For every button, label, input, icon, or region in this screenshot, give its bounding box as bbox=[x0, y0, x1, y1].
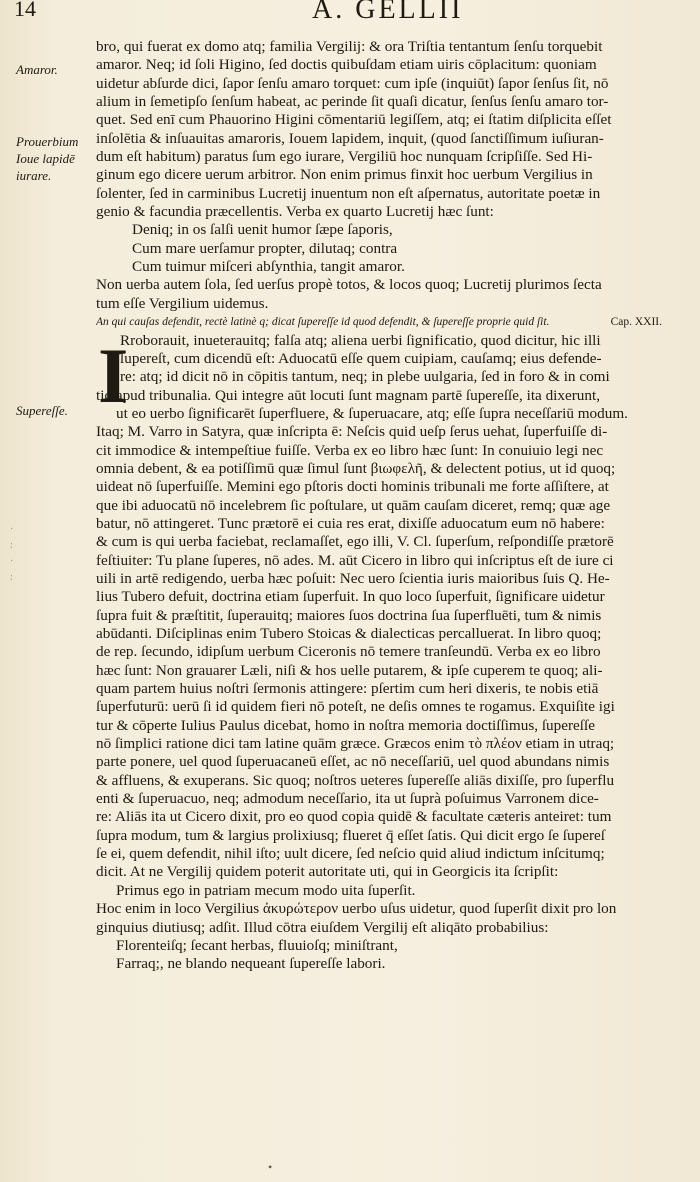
text-line: enti & ſuperuacuo, neq; admodum neceſſario, ita ut ſuprà poſuimus Varronem dice- bbox=[96, 790, 599, 808]
text-line: genio & facundia præcellentis. Verba ex quarto Lucretij hæc ſunt: bbox=[96, 203, 494, 221]
verse-line: Cum mare uerſamur propter, dilutaq; contra bbox=[132, 239, 398, 257]
chapter-title: An qui cauſas defendit, rectè latinè q; dicat ſupereſſe id quod defendit, & ſupereſſe proprie quid ſit. bbox=[96, 316, 550, 329]
text-line: que ibi aduocatū nō incelebrem ſic poſtulare, ut quām cauſam diceret, remq; quæ age bbox=[96, 496, 611, 514]
text-line: quet. Sed enī cum Phauorino Higini cōmentariū legiſſem, atq; ei ſtatim diſplicita eſſet bbox=[96, 111, 612, 129]
verse-line: Farraq;, ne blando nequeant ſupereſſe labori. bbox=[116, 955, 386, 973]
text-line: quam partem huius noſtri ſermonis attingere: pſertim cum heri dixeris, te nobis etiā bbox=[96, 680, 599, 698]
text-line: inſolētia & inſuauitas amaroris, Iouem lapidem, inquit, (quod ſanctiſſimum iuſiuran- bbox=[96, 129, 604, 147]
text-line: uili in artē redigendo, uerba hæc poſuit: Nec uero ſcientia iuris maioribus ſuis Q. He- bbox=[96, 569, 610, 587]
text-line: cit immodice & intempeſtiue fuiſſe. Verba ex eo libro hæc ſunt: In conuiuio legi nec bbox=[96, 441, 604, 459]
text-line: ut eo uerbo ſignificarēt ſuperfluere, & ſuperuacare, atq; eſſe ſupra neceſſariū modum. bbox=[116, 404, 628, 422]
text-line: tur & cōperte Iulius Paulus dicebat, homo in noſtra memoria doctiſſimus, ſupereſſe bbox=[96, 716, 595, 734]
text-line: ſe ei, quem defendit, nihil iſto; uult dicere, ſed neſcio quid aliud indictum inſcitumq; bbox=[96, 845, 605, 863]
text-line: Rroborauit, inueterauitq; falſa atq; aliena uerbi ſignificatio, quod dicitur, hic illi bbox=[120, 331, 601, 349]
verse-line: Florenteiſq; ſecant herbas, fluuioſq; miniſtrant, bbox=[116, 936, 398, 954]
text-line: & affluens, & exuperans. Sic quoq; noſtros ueteres ſupereſſe aliās dixiſſe, pro ſuperflu bbox=[96, 771, 615, 789]
text-line: parte ponere, uel quod ſuperuacaneū eſſet, ac nō neceſſariū, uel quod abundans nimis bbox=[96, 753, 610, 771]
text-line: abūdanti. Diſciplinas enim Tubero Stoicas & dialecticas percalluerat. In libro quoq; bbox=[96, 625, 602, 642]
page-number: 14 bbox=[14, 0, 36, 21]
text-line: re: atq; id dicit nō in cōpitis tantum, neq; in plebe uulgaria, ſed in foro & in comi bbox=[120, 368, 610, 386]
text-line: ginum ego dicere uerum arbitror. Non enim primus finxit hoc uerbum Vergilius in bbox=[96, 166, 593, 184]
drop-cap: I bbox=[98, 332, 129, 419]
margin-note-prouerbium: Prouerbium Ioue lapidē iurare. bbox=[16, 134, 79, 183]
text-line: ſupereſt, cum dicendū eſt: Aduocatū eſſe quem cuipiam, cauſamq; eius defende- bbox=[120, 349, 602, 367]
text-line: tio apud tribunalia. Qui integre aūt locuti ſunt magnam partē ſupereſſe, ita dixerunt, bbox=[96, 386, 600, 404]
text-line: amaror. Neq; id ſoli Higino, ſed doctis quibuſdam etiam uiris cōplacitum: quoniam bbox=[96, 56, 597, 74]
text-line: nō ſimplici ratione dici tam latine quām græce. Græcos enim τὸ πλέον etiam in utraq; bbox=[96, 735, 615, 753]
text-line: ſupra modum, tum & largius prolixiusq; flueret q̄ eſſet ſatis. Qui dicit ergo ſe ſupereſ bbox=[96, 826, 605, 844]
text-line: uidetur abſurde dici, ſapor ſenſu amaro torquet: cum ipſe (inquiūt) ſapor ſenſus ſit, nō bbox=[96, 74, 609, 92]
text-line: Non uerba autem ſola, ſed uerſus propè totos, & locos quoq; Lucretij plurimos ſecta bbox=[96, 276, 602, 294]
text-line: omnia debent, & ea potiſſimū quæ ſimul ſunt βιωφελῆ, & delectent potius, ut id quoq; bbox=[96, 459, 616, 477]
signature-mark: • bbox=[268, 1160, 273, 1174]
text-line: ginquius diutiusq; adſit. Illud cōtra eiuſdem Vergilij eſt aliqāto probabilius: bbox=[96, 918, 549, 936]
text-line: hæc ſunt: Non grauarer Læli, niſi & hos uelle putarem, & ipſe cuperem te quoq; ali- bbox=[96, 661, 603, 679]
running-head: A. GELLII bbox=[312, 0, 464, 25]
text-line: lius Tubero defuit, doctrina etiam ſuperfuit. In quo loco ſuperfuit, ſignificare uidetur bbox=[96, 588, 605, 606]
text-line: ſupra fuit & præſtitit, ſuperauitq; maiores ſuos doctrina ſua ſuperfluēti, tum & nimis bbox=[96, 606, 602, 624]
text-line: de rep. ſecundo, idipſum uerbum Ciceronis nō temere tranſeundū. Verba ex eo libro bbox=[96, 643, 601, 661]
text-line: batur, nō attingeret. Tunc prætorē ei cuia res erat, dixiſſe aduocatum eum nō habere: bbox=[96, 514, 605, 532]
text-line: ſuperfuturū: uerū ſi id quidem fieri nō poteſt, ne deſis omnes te rogamus. Exquiſite igi bbox=[96, 698, 615, 716]
text-line: dum eſt habitum) paratus ſum ego iurare, Vergiliū hoc nunquam ſcripſiſſe. Sed Hi- bbox=[96, 148, 593, 166]
text-line: feſtiuiter: Tu plane ſuperes, nō ades. M. aūt Cicero in libro qui inſcriptus eſt de iure ci bbox=[96, 551, 614, 569]
text-line: ſolenter, ſed in carminibus Lucretij inuentum non eſt aſpernatus, autoritate poetæ in bbox=[96, 184, 601, 202]
page-stain: · : · : bbox=[10, 524, 14, 583]
verse-line: Deniq; in os ſalſi uenit humor ſæpe ſaporis, bbox=[132, 221, 393, 239]
verse-line: Cum tuimur miſceri abſynthia, tangit amaror. bbox=[132, 258, 405, 276]
verse-line: Primus ego in patriam mecum modo uita ſuperſit. bbox=[116, 881, 416, 899]
text-line: uideat nō ſuperfuiſſe. Memini ego pſtoris docti hominis tribunali me forte aſſiſtere, at bbox=[96, 478, 609, 496]
main-text bbox=[96, 38, 668, 974]
text-line: tum eſſe Vergilium uidemus. bbox=[96, 294, 269, 312]
margin-note-amaror: Amaror. bbox=[16, 62, 58, 77]
text-line: & cum is qui uerba faciebat, reclamaſſet, ego illi, V. Cl. ſuperſum, reſpondiſſe prætorē bbox=[96, 533, 614, 551]
chapter-heading bbox=[96, 313, 668, 331]
text-line: re: Aliās ita ut Cicero dixit, pro eo quod copia quidē & facultate cæteris anteiret: tum bbox=[96, 808, 612, 826]
margin-note-supeesse: Supereſſe. bbox=[16, 403, 68, 418]
text-line: alium in ſemetipſo ſenſum habeat, ac perinde ſit quaſi dicatur, ſenſus ſenſu amaro tor- bbox=[96, 93, 609, 111]
text-line: Itaq; M. Varro in Satyra, quæ inſcripta ē: Neſcis quid ueſp ſerus uehat, ſuperfuiſſe di- bbox=[96, 423, 608, 441]
text-line: bro, qui fuerat ex domo atq; familia Vergilij: & ora Triſtia tentantum ſenſu torquebit bbox=[96, 38, 603, 55]
text-line: dicit. At ne Vergilij quidem poterit autoritate uti, qui in Georgicis ita ſcripſit: bbox=[96, 863, 559, 881]
chapter-label: Cap. XXII. bbox=[610, 316, 662, 329]
text-line: Hoc enim in loco Vergilius ἀκυρώτερον uerbo uſus uidetur, quod ſuperſit dixit pro lon bbox=[96, 900, 617, 918]
